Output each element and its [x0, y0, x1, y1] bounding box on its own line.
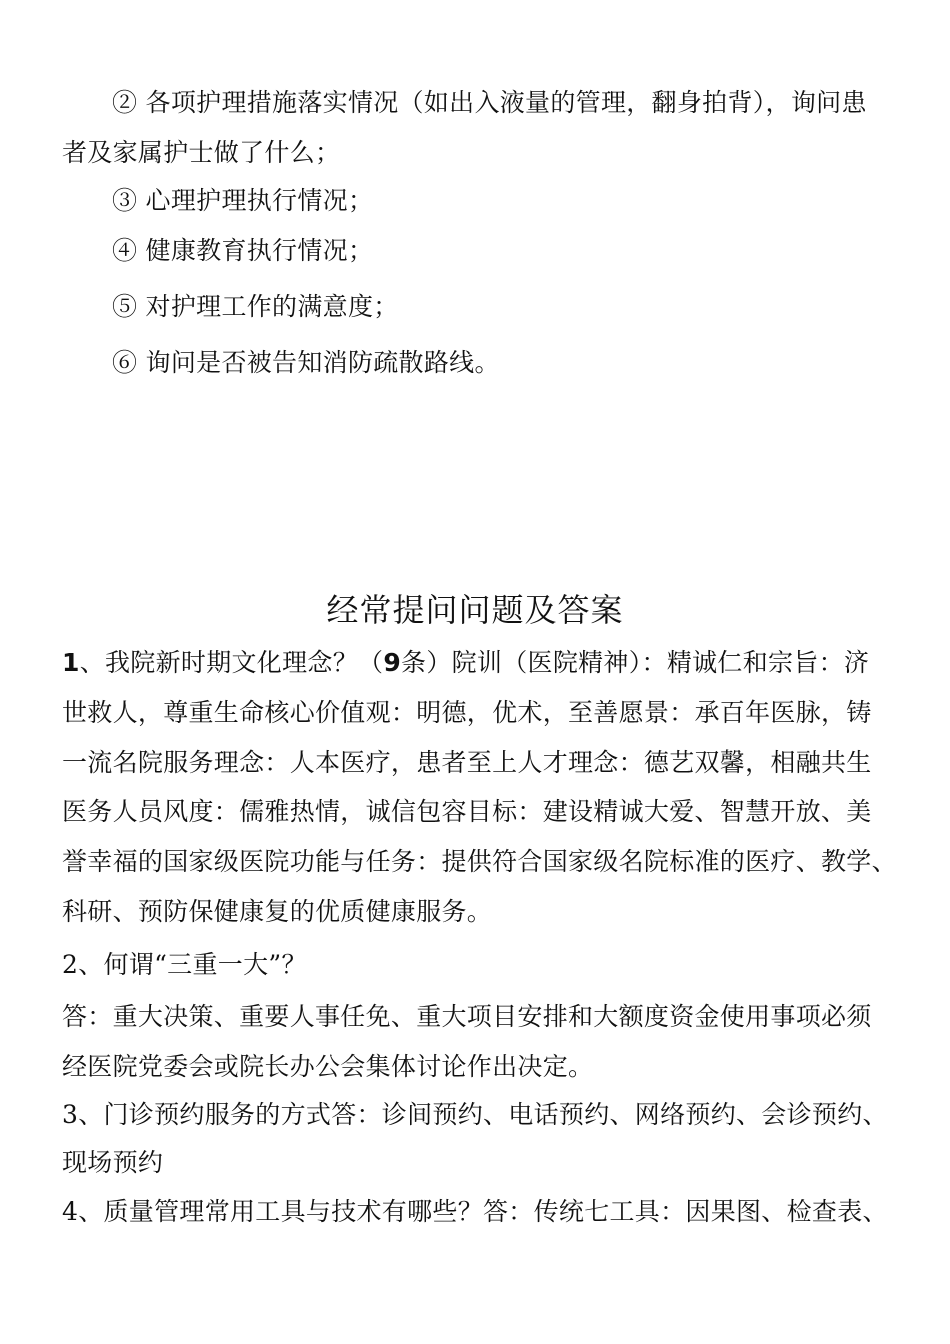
qa-1-line1-number: 9 — [383, 648, 402, 677]
list-item-4: ④ 健康教育执行情况； — [112, 236, 374, 265]
qa-1-line1-text-a: 、我院新时期文化理念？（ — [79, 648, 384, 677]
qa-1-line1-text-b: 条）院训（医院精神）：精诚仁和宗旨：济 — [401, 648, 870, 677]
list-item-2-line2: 者及家属护士做了什么； — [62, 138, 341, 167]
list-item-5: ⑤ 对护理工作的满意度； — [112, 292, 399, 321]
qa-1-line3: 一流名院服务理念：人本医疗，患者至上人才理念：德艺双馨，相融共生 — [62, 748, 872, 777]
qa-4-line1: 4、质量管理常用工具与技术有哪些？答：传统七工具：因果图、检查表、 — [62, 1197, 888, 1226]
list-item-2-line1: ② 各项护理措施落实情况（如出入液量的管理，翻身拍背），询问患 — [112, 88, 867, 117]
qa-1-line1 — [62, 648, 869, 678]
qa-3-line1: 3、门诊预约服务的方式答：诊间预约、电话预约、网络预约、会诊预约、 — [62, 1100, 888, 1129]
list-item-6: ⑥ 询问是否被告知消防疏散路线。 — [112, 348, 500, 377]
qa-2-answer-line1: 答：重大决策、重要人事任免、重大项目安排和大额度资金使用事项必须 — [62, 1002, 872, 1031]
qa-2-question: 2、何谓“三重一大”？ — [62, 950, 307, 979]
qa-3-line2: 现场预约 — [62, 1148, 164, 1177]
list-item-3: ③ 心理护理执行情况； — [112, 186, 374, 215]
qa-1-line4: 医务人员风度：儒雅热情，诚信包容目标：建设精诚大爱、智慧开放、美 — [62, 797, 872, 826]
qa-1-line6: 科研、预防保健康复的优质健康服务。 — [62, 897, 493, 926]
section-heading: 经常提问问题及答案 — [326, 591, 624, 629]
qa-2-answer-line2: 经医院党委会或院长办公会集体讨论作出决定。 — [62, 1052, 594, 1081]
qa-1-line2: 世救人，尊重生命核心价值观：明德，优术，至善愿景：承百年医脉，铸 — [62, 698, 872, 727]
qa-1-line5: 誉幸福的国家级医院功能与任务：提供符合国家级名院标准的医疗、教学、 — [62, 847, 897, 876]
qa-1-number: 1 — [62, 648, 80, 677]
